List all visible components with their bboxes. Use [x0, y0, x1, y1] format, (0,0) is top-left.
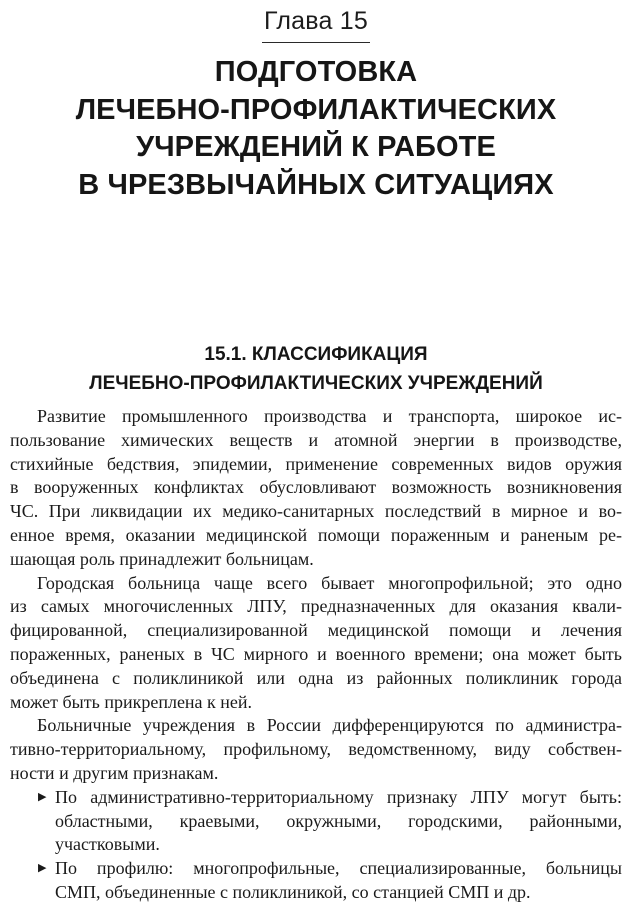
body-text [10, 405, 622, 905]
text-line: шающая роль принадлежит больницам. [10, 548, 314, 569]
paragraph [10, 714, 622, 785]
text-line: По административно-территориальному признаку ЛПУ могут быть: [55, 786, 622, 807]
text-line: енное время, оказании медицинской помощи пораженным и раненым ре- [10, 524, 622, 545]
chapter-title-line: В ЧРЕЗВЫЧАЙНЫХ СИТУАЦИЯХ [78, 168, 554, 201]
triangle-right-icon: ▶ [38, 862, 47, 875]
chapter-title-line: УЧРЕЖДЕНИЙ К РАБОТЕ [136, 131, 496, 163]
text-line: ЧС. При ликвидации их медико-санитарных последствий в мирное и во- [10, 501, 622, 522]
chapter-title-line: ЛЕЧЕБНО-ПРОФИЛАКТИЧЕСКИХ [75, 93, 557, 126]
chapter-label: Глава 15 [264, 7, 368, 35]
bullet-item [10, 786, 622, 857]
chapter-title-line: ПОДГОТОВКА [214, 56, 418, 88]
text-line: Развитие промышленного производства и транспорта, широкое ис- [37, 406, 622, 426]
text-line: тивно-территориальному, профильному, ведомственному, виду собствен- [10, 739, 622, 760]
chapter-divider [262, 42, 370, 43]
chapter-title [0, 54, 632, 204]
text-line: Больничные учреждения в России дифференцируются по администра- [37, 715, 622, 736]
text-line: пользование химических веществ и атомной энергии в производстве, [10, 429, 622, 450]
paragraph [10, 572, 622, 715]
section-title-line: ЛЕЧЕБНО-ПРОФИЛАКТИЧЕСКИХ УЧРЕЖДЕНИЙ [89, 373, 543, 394]
bullet-item [10, 857, 622, 905]
text-line: Городская больница чаще всего бывает многопрофильной; это одно [37, 572, 622, 593]
text-line: пораженных, раненых в ЧС мирного и военного времени; она может быть [10, 643, 622, 664]
text-line: фицированной, специализированной медицинской помощи и лечения [10, 620, 622, 641]
text-line: в вооруженных конфликтах обусловливают возможность возникновения [10, 477, 622, 498]
text-line: ности и другим признакам. [10, 762, 219, 783]
section-title [0, 340, 632, 398]
section-title-line: 15.1. КЛАССИФИКАЦИЯ [204, 344, 428, 365]
text-line: объединена с поликлиникой или одна из районных поликлиник города [10, 667, 622, 688]
text-line: может быть прикреплена к ней. [10, 691, 253, 712]
paragraph [10, 405, 622, 572]
text-line: стихийные бедствия, эпидемии, применение современных видов оружия [10, 453, 622, 474]
text-line: областными, краевыми, окружными, городскими, районными, [55, 810, 622, 831]
text-line: СМП, объединенные с поликлиникой, со станцией СМП и др. [55, 881, 531, 902]
text-line: По профилю: многопрофильные, специализированные, больницы [55, 858, 622, 879]
text-line: из самых многочисленных ЛПУ, предназначенных для оказания квали- [10, 596, 622, 617]
text-line: участковыми. [55, 834, 160, 855]
triangle-right-icon: ▶ [38, 790, 47, 803]
